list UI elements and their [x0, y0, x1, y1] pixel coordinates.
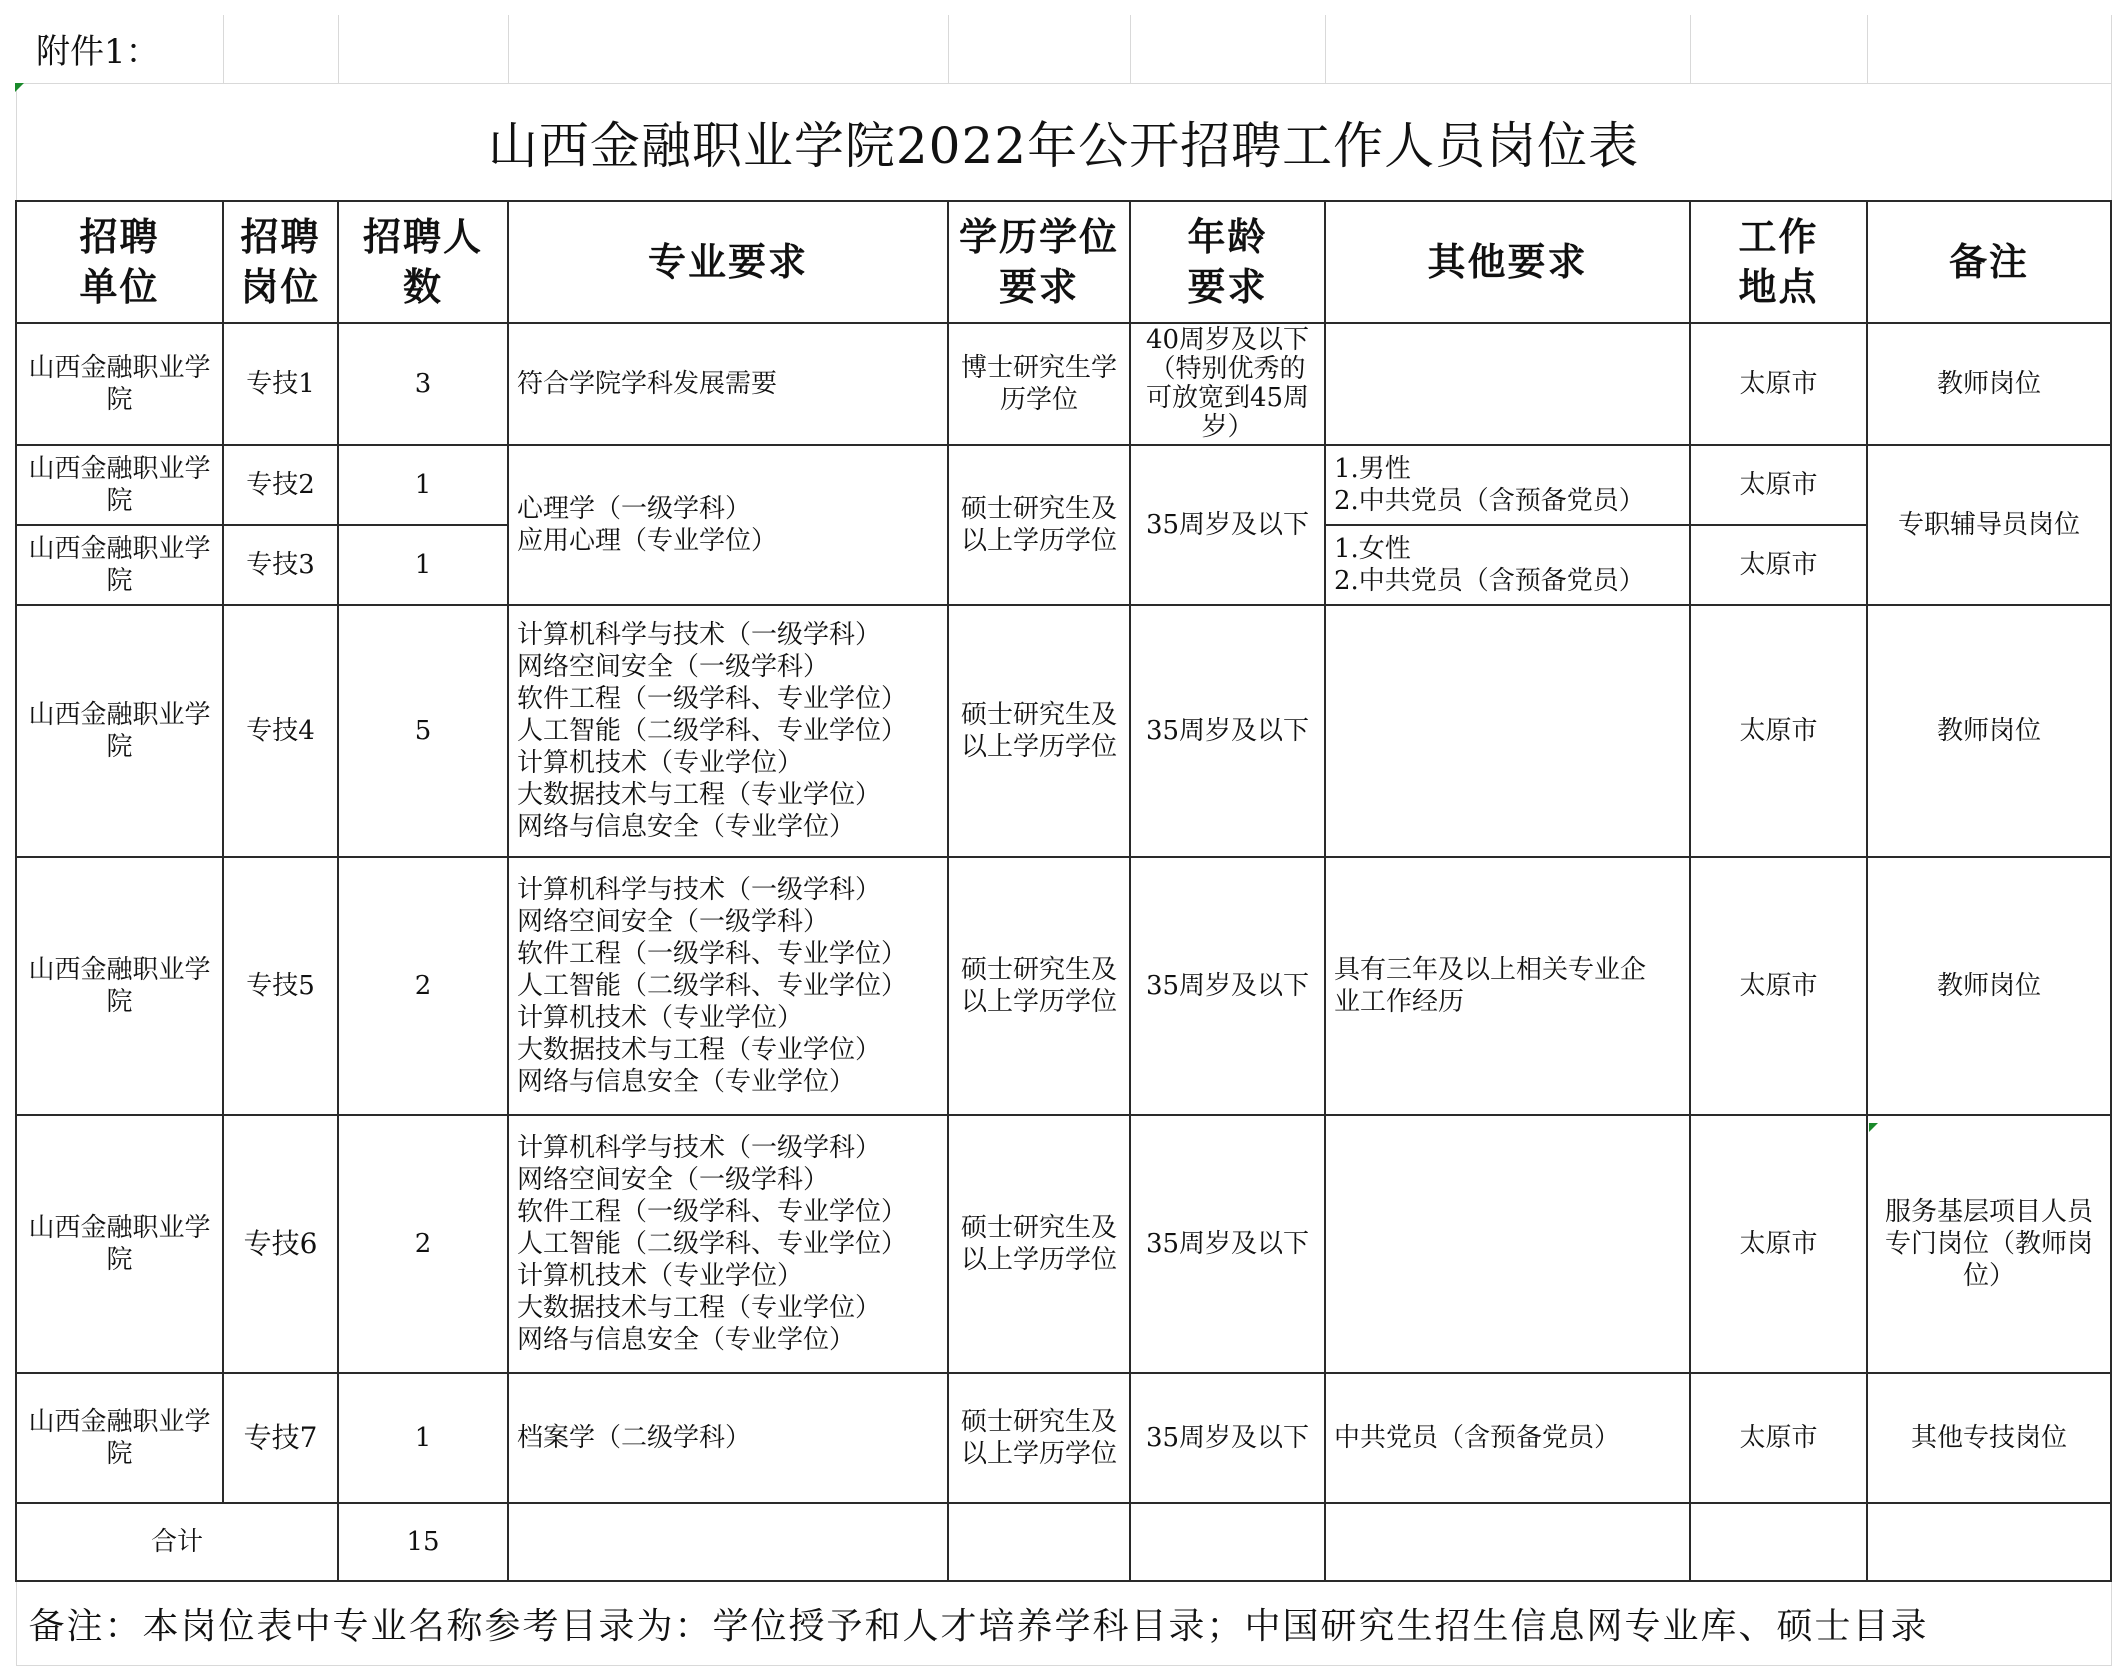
cell-age: 35周岁及以下 [1130, 857, 1325, 1115]
total-count: 15 [338, 1503, 508, 1581]
cell-place: 太原市 [1690, 445, 1867, 525]
cell-place: 太原市 [1690, 323, 1867, 445]
header-place: 工作 地点 [1690, 201, 1867, 323]
cell-unit: 山西金融职业学 院 [16, 1115, 223, 1373]
table-header [16, 201, 2111, 323]
cell-age: 35周岁及以下 [1130, 605, 1325, 857]
cell-remark: 其他专技岗位 [1867, 1373, 2111, 1503]
cell-place: 太原市 [1690, 525, 1867, 605]
cell-degree: 硕士研究生及 以上学历学位 [948, 445, 1130, 605]
cell-major: 计算机科学与技术（一级学科） 网络空间安全（一级学科） 软件工程（一级学科、专业学位） 人工智能（二级学科、专业学位） 计算机技术（专业学位） 大数据技术与工程（专业学位） 网络与信息安全（专业学位） [508, 605, 948, 857]
cell-other: 1.男性 2.中共党员（含预备党员） [1325, 445, 1690, 525]
cell-other [1325, 323, 1690, 445]
table-row [16, 323, 2111, 445]
table-row [16, 605, 2111, 857]
cell-unit: 山西金融职业学 院 [16, 525, 223, 605]
cell-count: 1 [338, 525, 508, 605]
cell-unit: 山西金融职业学 院 [16, 1373, 223, 1503]
table-row [16, 1373, 2111, 1503]
header-remark: 备注 [1867, 201, 2111, 323]
cell-degree: 硕士研究生及 以上学历学位 [948, 1373, 1130, 1503]
cell-place: 太原市 [1690, 605, 1867, 857]
cell-unit: 山西金融职业学 院 [16, 323, 223, 445]
table-row [16, 857, 2111, 1115]
footnote: 备注：本岗位表中专业名称参考目录为：学位授予和人才培养学科目录；中国研究生招生信息网专业库、硕士目录 [16, 1581, 2111, 1665]
cell-age: 35周岁及以下 [1130, 1373, 1325, 1503]
cell-place: 太原市 [1690, 1373, 1867, 1503]
cell-post: 专技1 [223, 323, 338, 445]
cell-major: 档案学（二级学科） [508, 1373, 948, 1503]
table-row [16, 445, 2111, 525]
cell-post: 专技3 [223, 525, 338, 605]
cell-count: 5 [338, 605, 508, 857]
cell-unit: 山西金融职业学 院 [16, 605, 223, 857]
header-post: 招聘 岗位 [223, 201, 338, 323]
cell-degree: 博士研究生学 历学位 [948, 323, 1130, 445]
cell-post: 专技7 [223, 1373, 338, 1503]
cell-degree: 硕士研究生及 以上学历学位 [948, 857, 1130, 1115]
cell-count: 2 [338, 857, 508, 1115]
cell-count: 1 [338, 445, 508, 525]
cell-other [1325, 1115, 1690, 1373]
cell-post: 专技2 [223, 445, 338, 525]
cell-remark: 教师岗位 [1867, 323, 2111, 445]
spreadsheet [15, 15, 2110, 1667]
cell-count: 3 [338, 323, 508, 445]
cell-place: 太原市 [1690, 857, 1867, 1115]
cell-other: 1.女性 2.中共党员（含预备党员） [1325, 525, 1690, 605]
header-count: 招聘人 数 [338, 201, 508, 323]
cell-remark: 服务基层项目人员 专门岗位（教师岗 位） [1867, 1115, 2111, 1373]
header-age: 年龄 要求 [1130, 201, 1325, 323]
cell-major: 符合学院学科发展需要 [508, 323, 948, 445]
cell-other [1325, 605, 1690, 857]
cell-remark: 教师岗位 [1867, 857, 2111, 1115]
cell-remark: 教师岗位 [1867, 605, 2111, 857]
header-other: 其他要求 [1325, 201, 1690, 323]
attachment-label: 附件1： [16, 15, 223, 83]
cell-place: 太原市 [1690, 1115, 1867, 1373]
table-row [16, 1115, 2111, 1373]
cell-age: 35周岁及以下 [1130, 1115, 1325, 1373]
cell-degree: 硕士研究生及 以上学历学位 [948, 1115, 1130, 1373]
cell-major: 计算机科学与技术（一级学科） 网络空间安全（一级学科） 软件工程（一级学科、专业学位） 人工智能（二级学科、专业学位） 计算机技术（专业学位） 大数据技术与工程（专业学位） 网络与信息安全（专业学位） [508, 857, 948, 1115]
cell-unit: 山西金融职业学 院 [16, 857, 223, 1115]
header-major: 专业要求 [508, 201, 948, 323]
cell-count: 1 [338, 1373, 508, 1503]
total-row [16, 1503, 2111, 1581]
cell-unit: 山西金融职业学 院 [16, 445, 223, 525]
cell-age: 35周岁及以下 [1130, 445, 1325, 605]
cell-other: 中共党员（含预备党员） [1325, 1373, 1690, 1503]
header-unit: 招聘 单位 [16, 201, 223, 323]
cell-major: 计算机科学与技术（一级学科） 网络空间安全（一级学科） 软件工程（一级学科、专业学位） 人工智能（二级学科、专业学位） 计算机技术（专业学位） 大数据技术与工程（专业学位） 网络与信息安全（专业学位） [508, 1115, 948, 1373]
cell-post: 专技6 [223, 1115, 338, 1373]
header-degree: 学历学位 要求 [948, 201, 1130, 323]
cell-other: 具有三年及以上相关专业企 业工作经历 [1325, 857, 1690, 1115]
job-table [15, 15, 2112, 1666]
cell-count: 2 [338, 1115, 508, 1373]
comment-marker-icon [1869, 1123, 1878, 1132]
cell-major: 心理学（一级学科） 应用心理（专业学位） [508, 445, 948, 605]
cell-post: 专技4 [223, 605, 338, 857]
cell-remark: 专职辅导员岗位 [1867, 445, 2111, 605]
comment-marker-icon [15, 83, 24, 92]
cell-degree: 硕士研究生及 以上学历学位 [948, 605, 1130, 857]
cell-post: 专技5 [223, 857, 338, 1115]
total-label: 合计 [16, 1503, 338, 1581]
cell-age: 40周岁及以下 （特别优秀的 可放宽到45周 岁） [1130, 323, 1325, 445]
page-title: 山西金融职业学院2022年公开招聘工作人员岗位表 [16, 83, 2111, 201]
